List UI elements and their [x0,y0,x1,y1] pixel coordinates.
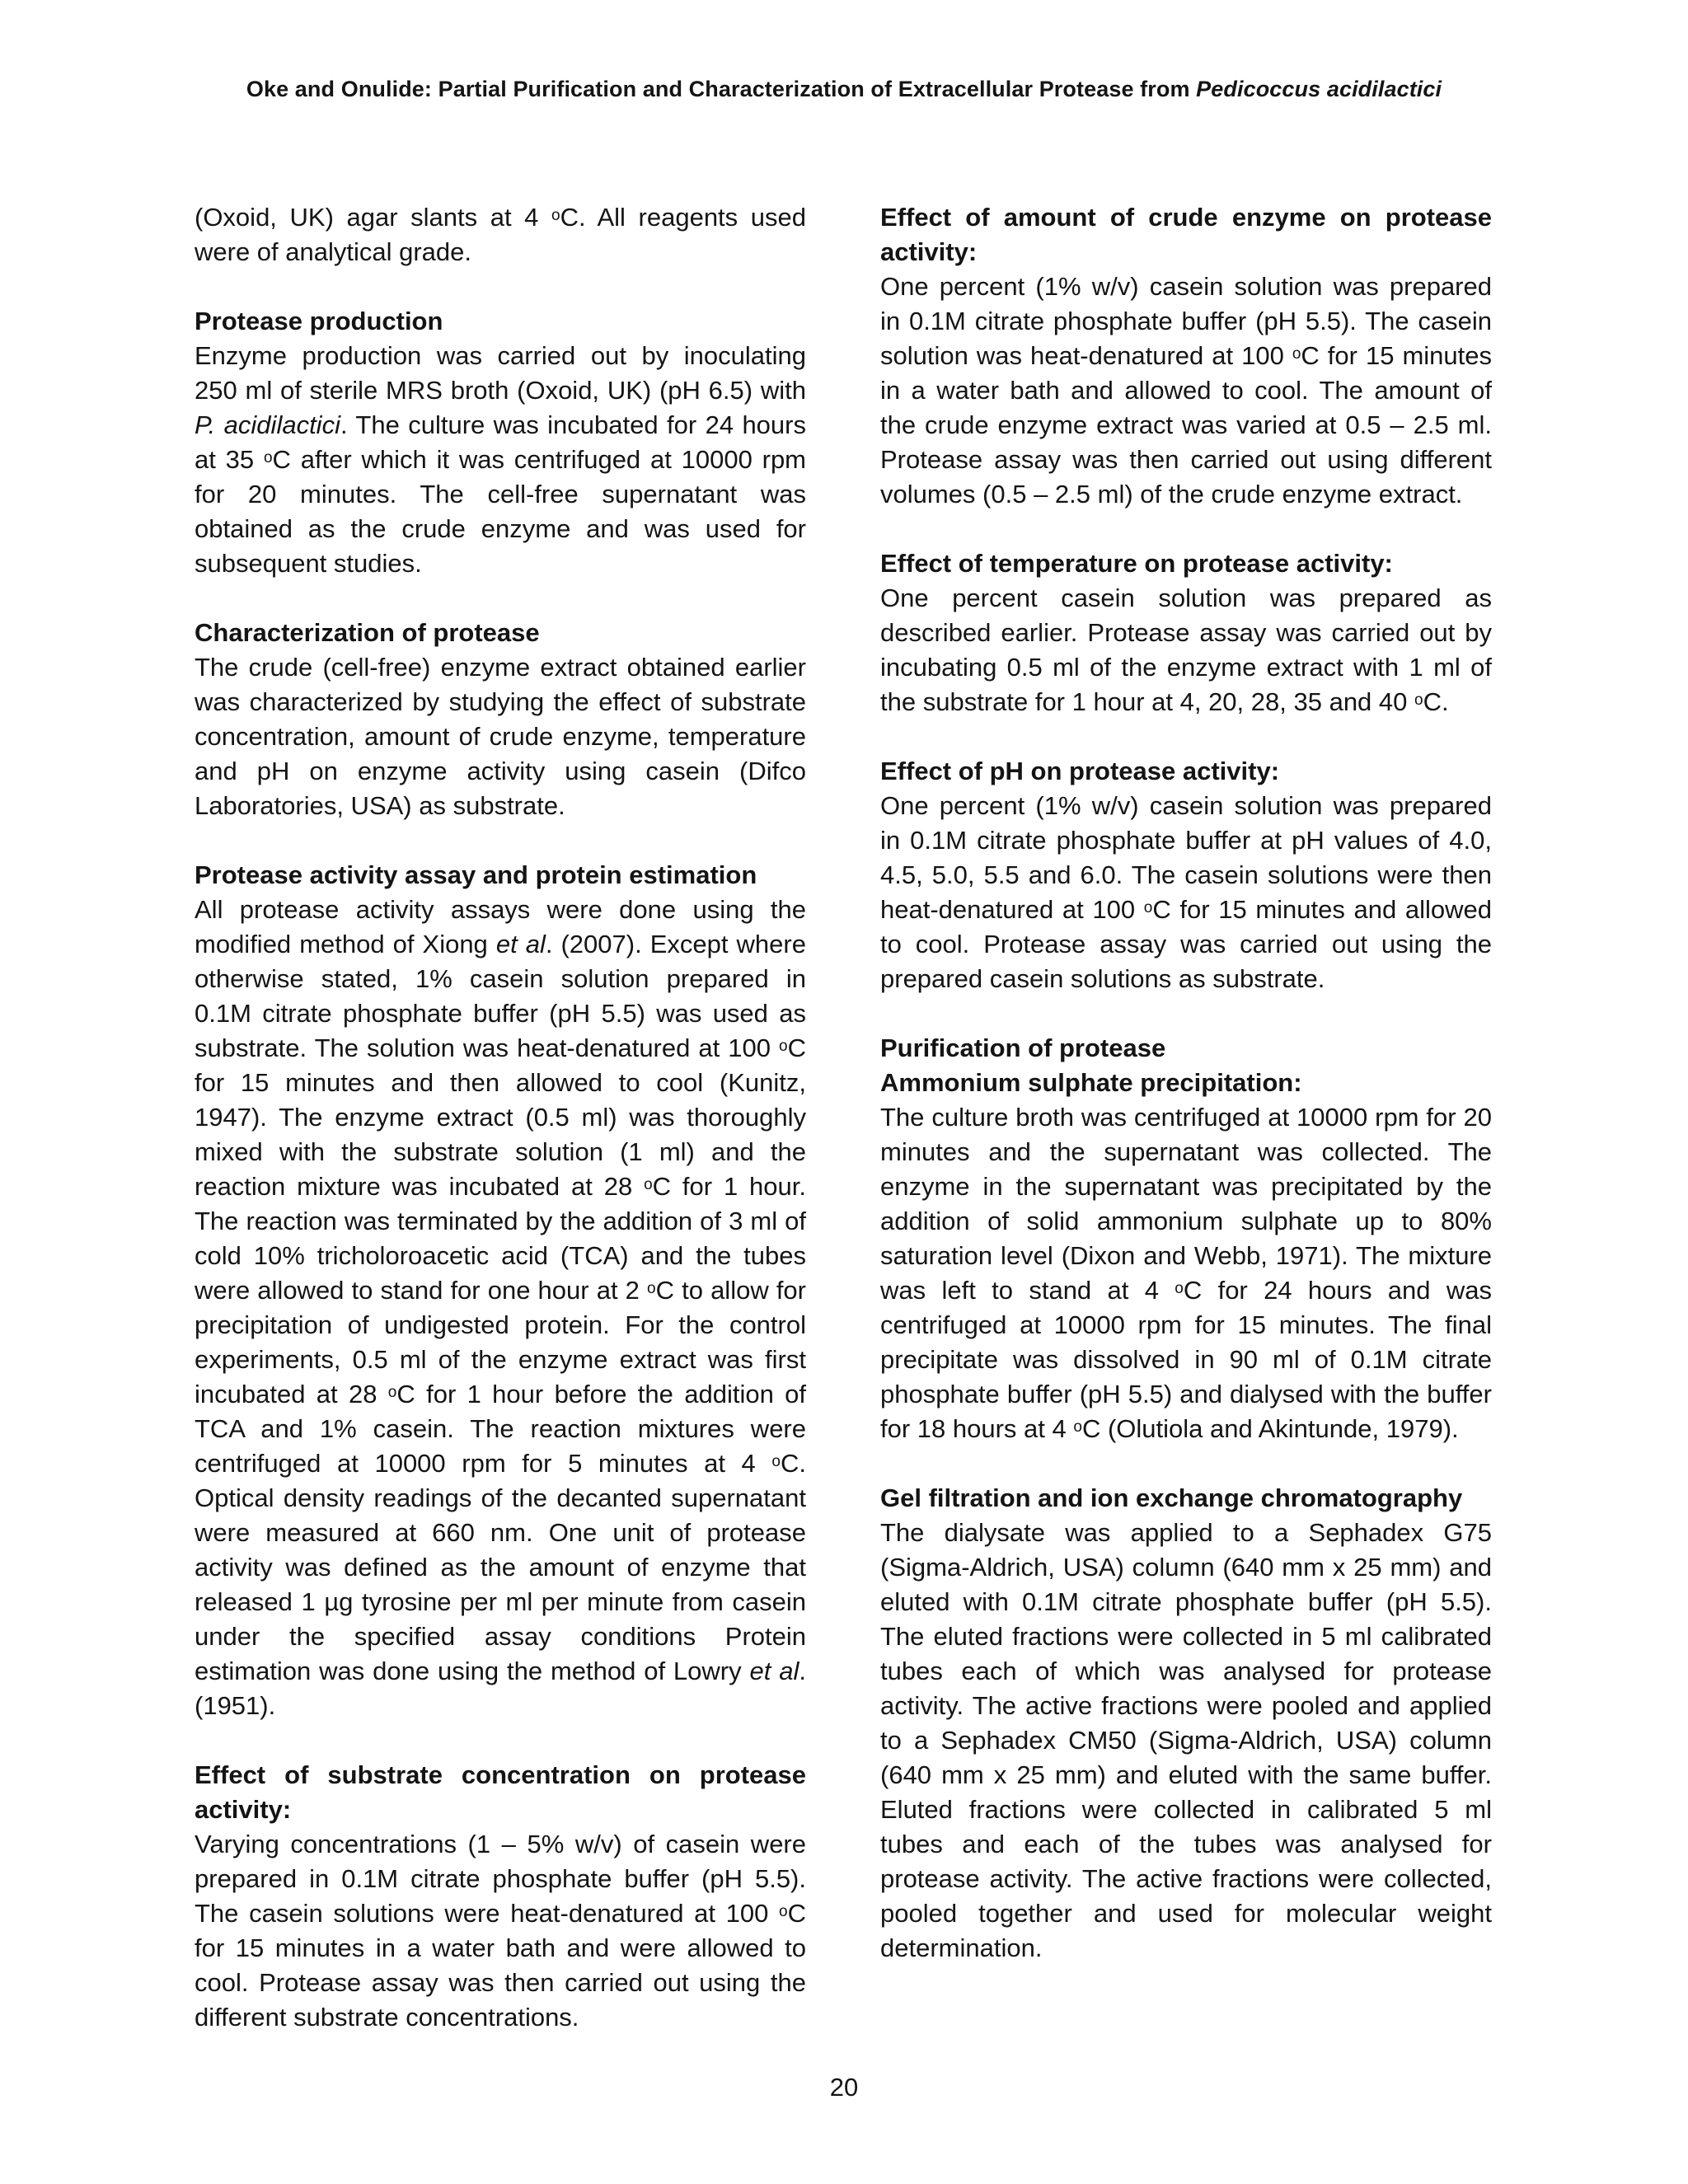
text-span: C for 15 minutes and allowed to cool. Protease assay was carried out using the prepared casein solutions as substrate. [880,895,1492,993]
running-header-organism: Pedicoccus acidilactici [1196,77,1442,101]
section-heading-temperature: Effect of temperature on protease activity: [880,549,1393,578]
section-heading-protease-production: Protease production [195,307,443,335]
paragraph-ammonium-sulphate [880,1100,1492,1446]
text-span: C after which it was centrifuged at 10000 rpm for 20 minutes. The cell-free supernatant was obtained as the crude enzyme and was used for subsequent studies. [195,445,807,578]
paragraph-activity-assay [195,893,806,1723]
degree-symbol: o [551,207,560,224]
section-heading-ph: Effect of pH on protease activity: [880,757,1280,785]
running-header [0,77,1688,102]
left-column [195,200,806,2035]
text-span: C for 15 minutes in a water bath and were allowed to cool. Protease assay was then carried out using the different substrate concentrations. [195,1899,806,2032]
paragraph-protease-production [195,339,806,581]
text-span: All protease activity assays were done using the modified method of Xiong [195,895,806,958]
text-span: Enzyme production was carried out by inoculating 250 ml of sterile MRS broth (Oxoid, UK) (pH 6.5) with [195,341,806,405]
section-heading-purification: Purification of protease [880,1033,1166,1062]
text-span: Varying concentrations (1 – 5% w/v) of casein were prepared in 0.1M citrate phosphate buffer (pH 5.5). The casein solutions were heat-denatured at 100 [195,1830,806,1928]
running-header-title: Oke and Onulide: Partial Purification and Characterization of Extracellular Protease from [246,77,1197,101]
paragraph-characterization: The crude (cell-free) enzyme extract obtained earlier was characterized by studying the effect of substrate concentration, amount of crude enzyme, temperature and pH on enzyme activity using casein (Difco Laboratories, USA) as substrate. [195,653,806,820]
paragraph-gel-filtration: The dialysate was applied to a Sephadex G75 (Sigma-Aldrich, USA) column (640 mm x 25 mm) and eluted with 0.1M citrate phosphate buffer (pH 5.5). The eluted fractions were collected in 5 ml calibrated tubes each of which was analysed for protease activity. The active fractions were pooled and applied to a Sephadex CM50 (Sigma-Aldrich, USA) column (640 mm x 25 mm) and eluted with the same buffer. Eluted fractions were collected in calibrated 5 ml tubes and each of the tubes was analysed for protease activity. The active fractions were collected, pooled together and used for molecular weight determination. [880,1518,1492,1962]
species-name: P. acidilactici [195,410,340,439]
citation-etal: et al [749,1657,799,1685]
degree-symbol: o [1175,1280,1184,1297]
degree-symbol: o [263,449,273,466]
text-span: C (Olutiola and Akintunde, 1979). [1081,1414,1459,1443]
degree-symbol: o [387,1384,397,1401]
paragraph-temperature [880,581,1492,719]
text-span: . (2007). Except where otherwise stated, 1% casein solution prepared in 0.1M citrate phosphate buffer (pH 5.5) was used as substrate. The solution was heat-denatured at 100 [195,930,806,1062]
intro-continuation [195,200,806,269]
section-heading-characterization: Characterization of protease [195,618,540,647]
section-heading-gel-filtration: Gel filtration and ion exchange chromatography [880,1483,1463,1512]
section-heading-crude-enzyme-amount: Effect of amount of crude enzyme on protease activity: [880,203,1492,266]
text-span: One percent (1% w/v) casein solution was prepared in 0.1M citrate phosphate buffer at pH values of 4.0, 4.5, 5.0, 5.5 and 6.0. The casein solutions were then heat-denatured at 100 [880,791,1492,924]
degree-symbol: o [1292,345,1301,363]
page-number: 20 [829,2073,859,2102]
text-span: C. [1423,687,1449,716]
text-span: C for 24 hours and was centrifuged at 10000 rpm for 15 minutes. The final precipitate was dissolved in 90 ml of 0.1M citrate phosphate buffer (pH 5.5) and dialysed with the buffer for 18 hours at 4 [880,1276,1492,1443]
text-span: C to allow for precipitation of undigested protein. For the control experiments, 0.5 ml of the enzyme extract was first incubated at 28 [195,1276,806,1408]
degree-symbol: o [771,1453,781,1470]
text-span: C for 1 hour before the addition of TCA and 1% casein. The reaction mixtures were centrifuged at 10000 rpm for 5 minutes at 4 [195,1380,807,1478]
text-span: C for 15 minutes and then allowed to cool (Kunitz, 1947). The enzyme extract (0.5 ml) was thoroughly mixed with the substrate solution (1 ml) and the reaction mixture was incubated at 28 [195,1033,806,1201]
text-span: C for 15 minutes in a water bath and allowed to cool. The amount of the crude enzyme extract was varied at 0.5 – 2.5 ml. Protease assay was then carried out using different volumes (0.5 – 2.5 ml) of the crude enzyme extract. [880,341,1492,509]
text-span: . (1951). [195,1657,806,1720]
degree-symbol: o [647,1280,656,1297]
text-span: C. All reagents used were of analytical grade. [195,203,806,266]
degree-symbol: o [1073,1418,1082,1436]
subheading-ammonium-sulphate: Ammonium sulphate precipitation: [880,1068,1302,1097]
citation-etal: et al [495,930,546,958]
text-span: One percent (1% w/v) casein solution was prepared in 0.1M citrate phosphate buffer (pH 5.5). The casein solution was heat-denatured at 100 [880,272,1492,370]
paragraph-ph [880,789,1492,996]
degree-symbol: o [1143,899,1153,916]
degree-symbol: o [779,1903,788,1920]
paragraph-crude-enzyme-amount [880,269,1492,512]
text-span: The culture broth was centrifuged at 10000 rpm for 20 minutes and the supernatant was collected. The enzyme in the supernatant was precipitated by the addition of solid ammonium sulphate up to 80% saturation level (Dixon and Webb, 1971). The mixture was left to stand at 4 [880,1103,1492,1305]
degree-symbol: o [779,1038,788,1055]
section-heading-substrate-concentration: Effect of substrate concentration on protease activity: [195,1760,806,1824]
text-span: (Oxoid, UK) agar slants at 4 [195,203,552,232]
text-span: . The culture was incubated for 24 hours at 35 [195,410,806,474]
degree-symbol: o [644,1176,653,1193]
section-heading-activity-assay: Protease activity assay and protein estimation [195,860,757,889]
text-span: C. Optical density readings of the decanted supernatant were measured at 660 nm. One unit of protease activity was defined as the amount of enzyme that released 1 µg tyrosine per ml per minute from casein under the specified assay conditions Protein estimation was done using the method of Lowry [195,1449,806,1685]
right-column [880,200,1492,1966]
paragraph-substrate-concentration [195,1827,806,2035]
text-span: One percent casein solution was prepared as described earlier. Protease assay was carried out by incubating 0.5 ml of the enzyme extract with 1 ml of the substrate for 1 hour at 4, 20, 28, 35 and 40 [880,583,1492,716]
text-span: C for 1 hour. The reaction was terminated by the addition of 3 ml of cold 10% tricholoroacetic acid (TCA) and the tubes were allowed to stand for one hour at 2 [195,1172,807,1305]
degree-symbol: o [1414,691,1423,709]
